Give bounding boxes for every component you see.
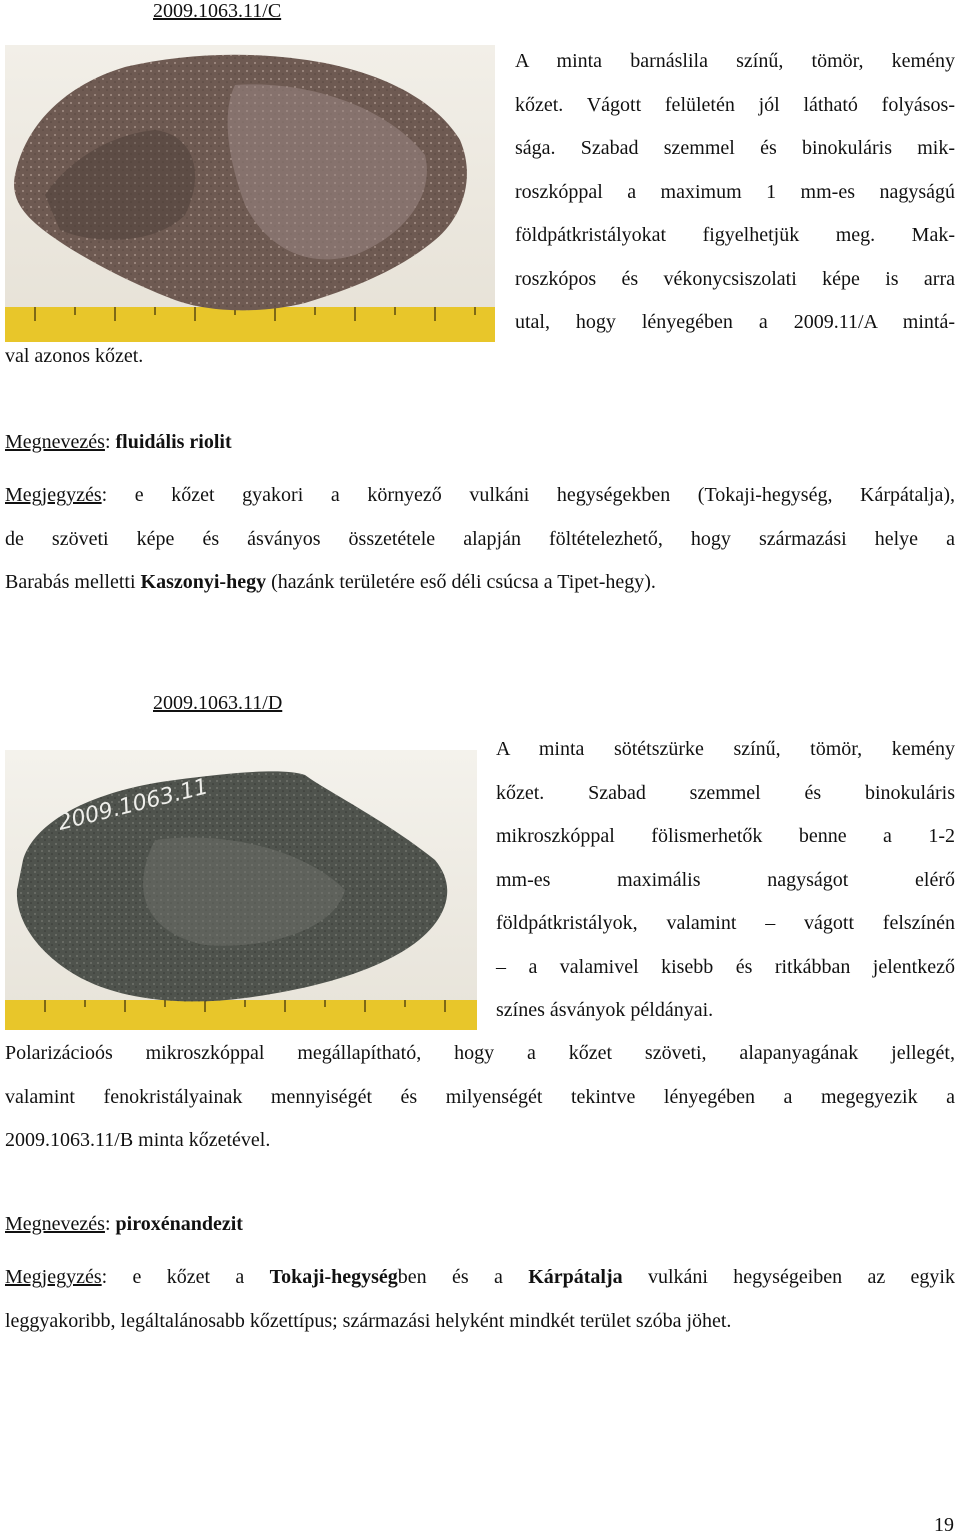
description-line: roszkóppal a maximum 1 mm-es nagyságú	[515, 180, 955, 203]
paragraph-line: valamint fenokristályainak mennyiségét és milyenségét tekintve lényegében a megegyezik a	[5, 1085, 955, 1108]
name-label: Megnevezés	[5, 431, 105, 453]
name-value: fluidális riolit	[115, 431, 232, 453]
sample-d-description	[496, 728, 955, 1033]
name-row-c: Megnevezés: fluidális riolit	[5, 431, 232, 453]
description-line: mm-es maximális nagyságot elérő	[496, 868, 955, 891]
description-line: sága. Szabad szemmel és binokuláris mik-	[515, 137, 955, 159]
description-tail: val azonos kőzet.	[5, 345, 144, 367]
name-value: piroxénandezit	[115, 1213, 243, 1235]
place-name: Kaszonyi-hegy	[140, 571, 267, 593]
sample-d-id: 2009.1063.11/D	[153, 692, 283, 714]
description-line: földpátkristályok, valamint – vágott felszínén	[496, 912, 955, 934]
note-c	[5, 474, 955, 605]
description-line: A minta sötétszürke színű, tömör, kemény	[496, 738, 955, 760]
name-label: Megnevezés	[5, 1213, 105, 1235]
description-line: kőzet. Szabad szemmel és binokuláris	[496, 781, 955, 804]
description-line: utal, hogy lényegében a 2009.11/A mintá-	[515, 311, 955, 333]
description-line: roszkópos és vékonycsiszolati képe is arra	[515, 267, 955, 290]
note-line: leggyakoribb, legáltalánosabb kőzettípus; származási helyként mindkét terület szóba jöhet.	[5, 1309, 732, 1332]
description-line: színes ásványok példányai.	[496, 999, 714, 1021]
paragraph-line: 2009.1063.11/B minta kőzetével.	[5, 1129, 271, 1151]
description-line: A minta barnáslila színű, tömör, kemény	[515, 50, 955, 72]
rock-photo-c	[5, 45, 495, 342]
description-line: mikroszkóppal fölismerhetők benne a 1-2	[496, 825, 955, 847]
note-d	[5, 1256, 955, 1343]
description-line: földpátkristályokat figyelhetjük meg. Mak-	[515, 224, 955, 246]
description-line: kőzet. Vágott felületén jól látható folyásos-	[515, 93, 955, 116]
sample-c-description	[515, 40, 955, 345]
note-line: Barabás melletti Kaszonyi-hegy (hazánk területére eső déli csúcsa a Tipet-hegy).	[5, 571, 656, 593]
page-number: 19	[934, 1514, 954, 1536]
note-line: Megjegyzés: e kőzet a Tokaji-hegységben és a Kárpátalja vulkáni hegységeiben az egyik	[5, 1266, 955, 1288]
rock-label-text: 2009.1063.11	[55, 774, 211, 836]
name-row-d: Megnevezés: piroxénandezit	[5, 1213, 243, 1235]
sample-c-id: 2009.1063.11/C	[153, 0, 282, 22]
paragraph-line: Polarizácioós mikroszkóppal megállapítható, hogy a kőzet szöveti, alapanyagának jellegét,	[5, 1042, 955, 1064]
note-label: Megjegyzés	[5, 484, 102, 506]
note-label: Megjegyzés	[5, 1266, 102, 1288]
place-name: Kárpátalja	[528, 1266, 623, 1288]
rock-photo-d	[5, 750, 477, 1030]
note-line: de szöveti képe és ásványos összetétele alapján föltételezhető, hogy származási helye a	[5, 527, 955, 550]
note-line: Megjegyzés: e kőzet gyakori a környező vulkáni hegységekben (Tokaji-hegység, Kárpátalja),	[5, 484, 955, 506]
polarization-paragraph	[5, 1032, 955, 1163]
place-name: Tokaji-hegység	[269, 1266, 398, 1288]
description-line: – a valamivel kisebb és ritkábban jelentkező	[496, 955, 955, 978]
